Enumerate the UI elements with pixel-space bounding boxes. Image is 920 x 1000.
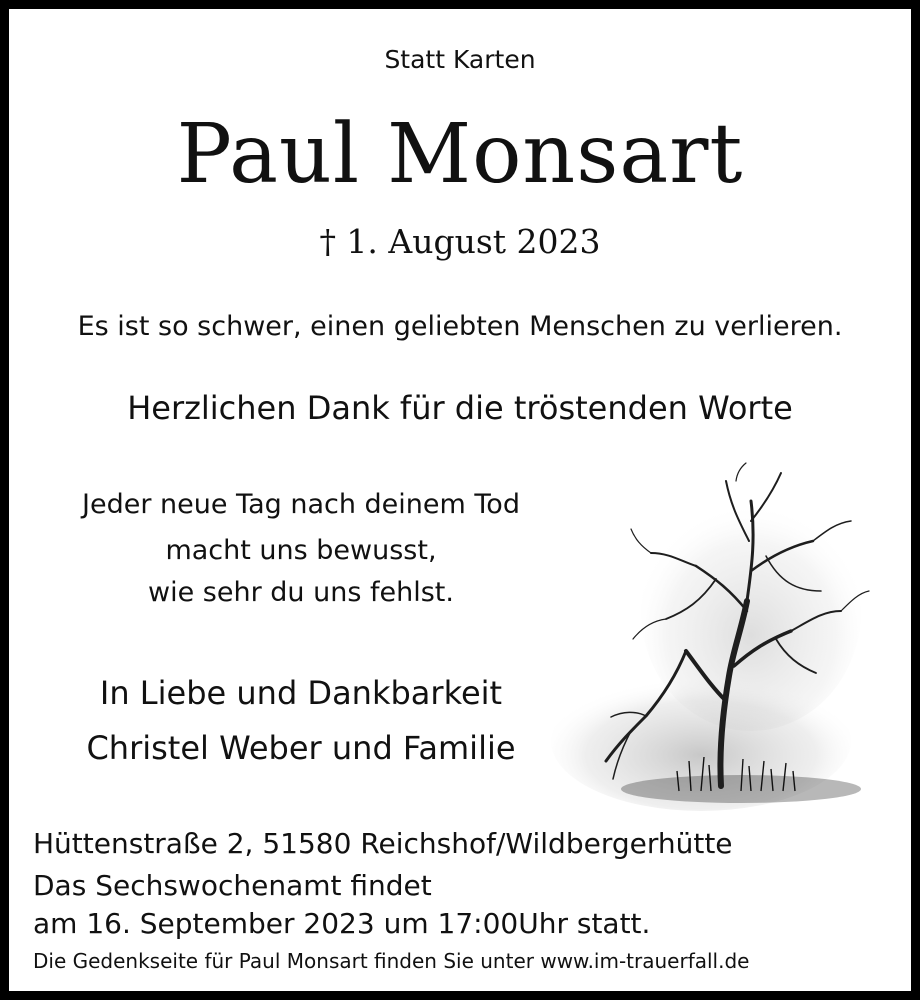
service-date-line: am 16. September 2023 um 17:00Uhr statt. [33, 907, 651, 940]
quote-line: Es ist so schwer, einen geliebten Menschen zu verlieren. [77, 311, 843, 342]
tree-illustration-icon [551, 461, 889, 831]
poem-line: macht uns bewusst, [165, 535, 437, 566]
service-info-line: Das Sechswochenamt findet [33, 869, 432, 902]
signature-line: Christel Weber und Familie [86, 729, 516, 767]
header-note: Statt Karten [384, 45, 536, 74]
poem-line: Jeder neue Tag nach deinem Tod [82, 489, 520, 520]
signature-line: In Liebe und Dankbarkeit [99, 674, 503, 712]
deceased-name: Paul Monsart [176, 107, 744, 202]
thanks-line: Herzlichen Dank für die tröstenden Worte [127, 389, 793, 427]
address-line: Hüttenstraße 2, 51580 Reichshof/Wildbergerhütte [33, 827, 733, 860]
poem-line: wie sehr du uns fehlst. [148, 577, 454, 608]
death-date: † 1. August 2023 [319, 222, 601, 261]
memorial-page-note: Die Gedenkseite für Paul Monsart finden Sie unter www.im-trauerfall.de [33, 949, 750, 973]
